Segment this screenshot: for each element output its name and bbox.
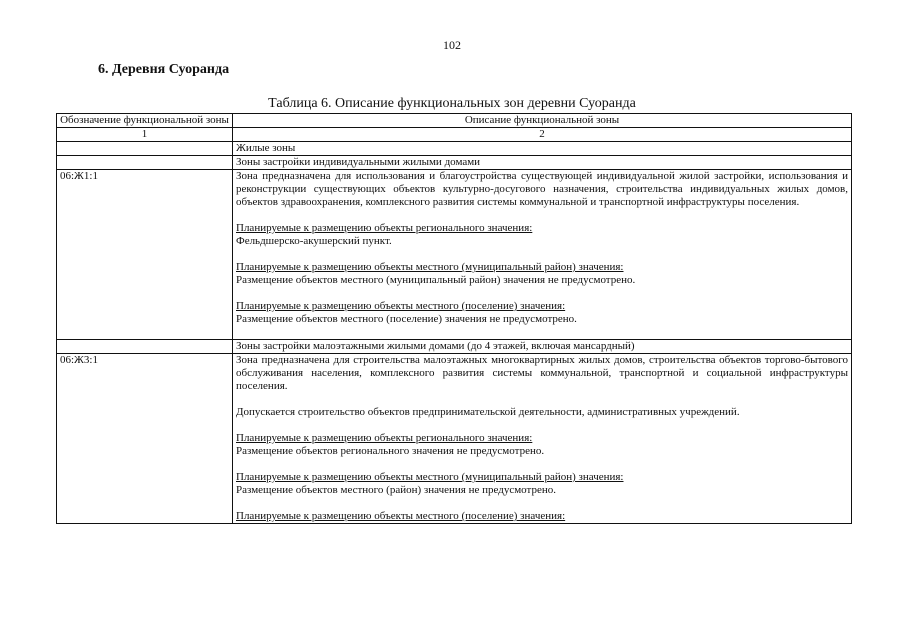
- column-numbering-row: [57, 128, 852, 142]
- empty-cell: [57, 156, 233, 170]
- functional-zones-table: [56, 113, 852, 524]
- column-number-1: 1: [57, 128, 233, 142]
- regional-objects-heading: Планируемые к размещению объекты регионального значения:: [236, 222, 533, 234]
- zone-description: [233, 354, 852, 524]
- section-heading: 6. Деревня Суоранда: [98, 62, 230, 77]
- zone-description: [233, 170, 852, 340]
- regional-objects-text: Размещение объектов регионального значения не предусмотрено.: [236, 445, 545, 457]
- empty-cell: [57, 340, 233, 354]
- page-number: 102: [443, 38, 461, 52]
- table-header-row: [57, 114, 852, 128]
- subgroup-row-individual: [57, 156, 852, 170]
- header-zone-description: Описание функциональной зоны: [233, 114, 852, 128]
- group-label-residential: Жилые зоны: [233, 142, 852, 156]
- settlement-objects-text: Размещение объектов местного (поселение) значения не предусмотрено.: [236, 313, 577, 325]
- subgroup-label-lowrise: Зоны застройки малоэтажными жилыми домами (до 4 этажей, включая мансардный): [233, 340, 852, 354]
- municipal-objects-heading: Планируемые к размещению объекты местного (муниципальный район) значения:: [236, 261, 624, 273]
- municipal-objects-text: Размещение объектов местного (муниципальный район) значения не предусмотрено.: [236, 274, 636, 286]
- settlement-objects-heading: Планируемые к размещению объекты местного (поселение) значения:: [236, 300, 566, 312]
- zone-purpose: Зона предназначена для строительства малоэтажных многоквартирных жилых домов, строительства объектов торгово-бытового обслуживания населения, комплексного развития системы коммунальной, транспортной и социальной инфраструктуры поселения.: [236, 354, 848, 392]
- subgroup-row-lowrise: [57, 340, 852, 354]
- zone-code: 06:Ж1:1: [57, 170, 233, 340]
- table-caption: Таблица 6. Описание функциональных зон деревни Суоранда: [268, 96, 636, 111]
- empty-cell: [57, 142, 233, 156]
- settlement-objects-heading: Планируемые к размещению объекты местного (поселение) значения:: [236, 510, 566, 522]
- regional-objects-heading: Планируемые к размещению объекты регионального значения:: [236, 432, 533, 444]
- municipal-objects-heading: Планируемые к размещению объекты местного (муниципальный район) значения:: [236, 471, 624, 483]
- zone-row-zh1-1: [57, 170, 852, 340]
- zone-code: 06:Ж3:1: [57, 354, 233, 524]
- header-zone-code: Обозначение функциональной зоны: [57, 114, 233, 128]
- zone-row-zh3-1: [57, 354, 852, 524]
- column-number-2: 2: [233, 128, 852, 142]
- regional-objects-text: Фельдшерско-акушерский пункт.: [236, 235, 392, 247]
- zone-allowed-uses: Допускается строительство объектов предпринимательской деятельности, административных учреждений.: [236, 406, 740, 418]
- zone-purpose: Зона предназначена для использования и благоустройства существующей индивидуальной жилой застройки, использования и реконструкции существующих объектов культурно-досугового назначения, строительства индивидуальных жилых домов, объектов здравоохранения, комплексного развития системы коммунальной и транспортной инфраструктуры поселения.: [236, 170, 848, 208]
- subgroup-label-individual: Зоны застройки индивидуальными жилыми домами: [233, 156, 852, 170]
- group-row-residential: [57, 142, 852, 156]
- municipal-objects-text: Размещение объектов местного (район) значения не предусмотрено.: [236, 484, 556, 496]
